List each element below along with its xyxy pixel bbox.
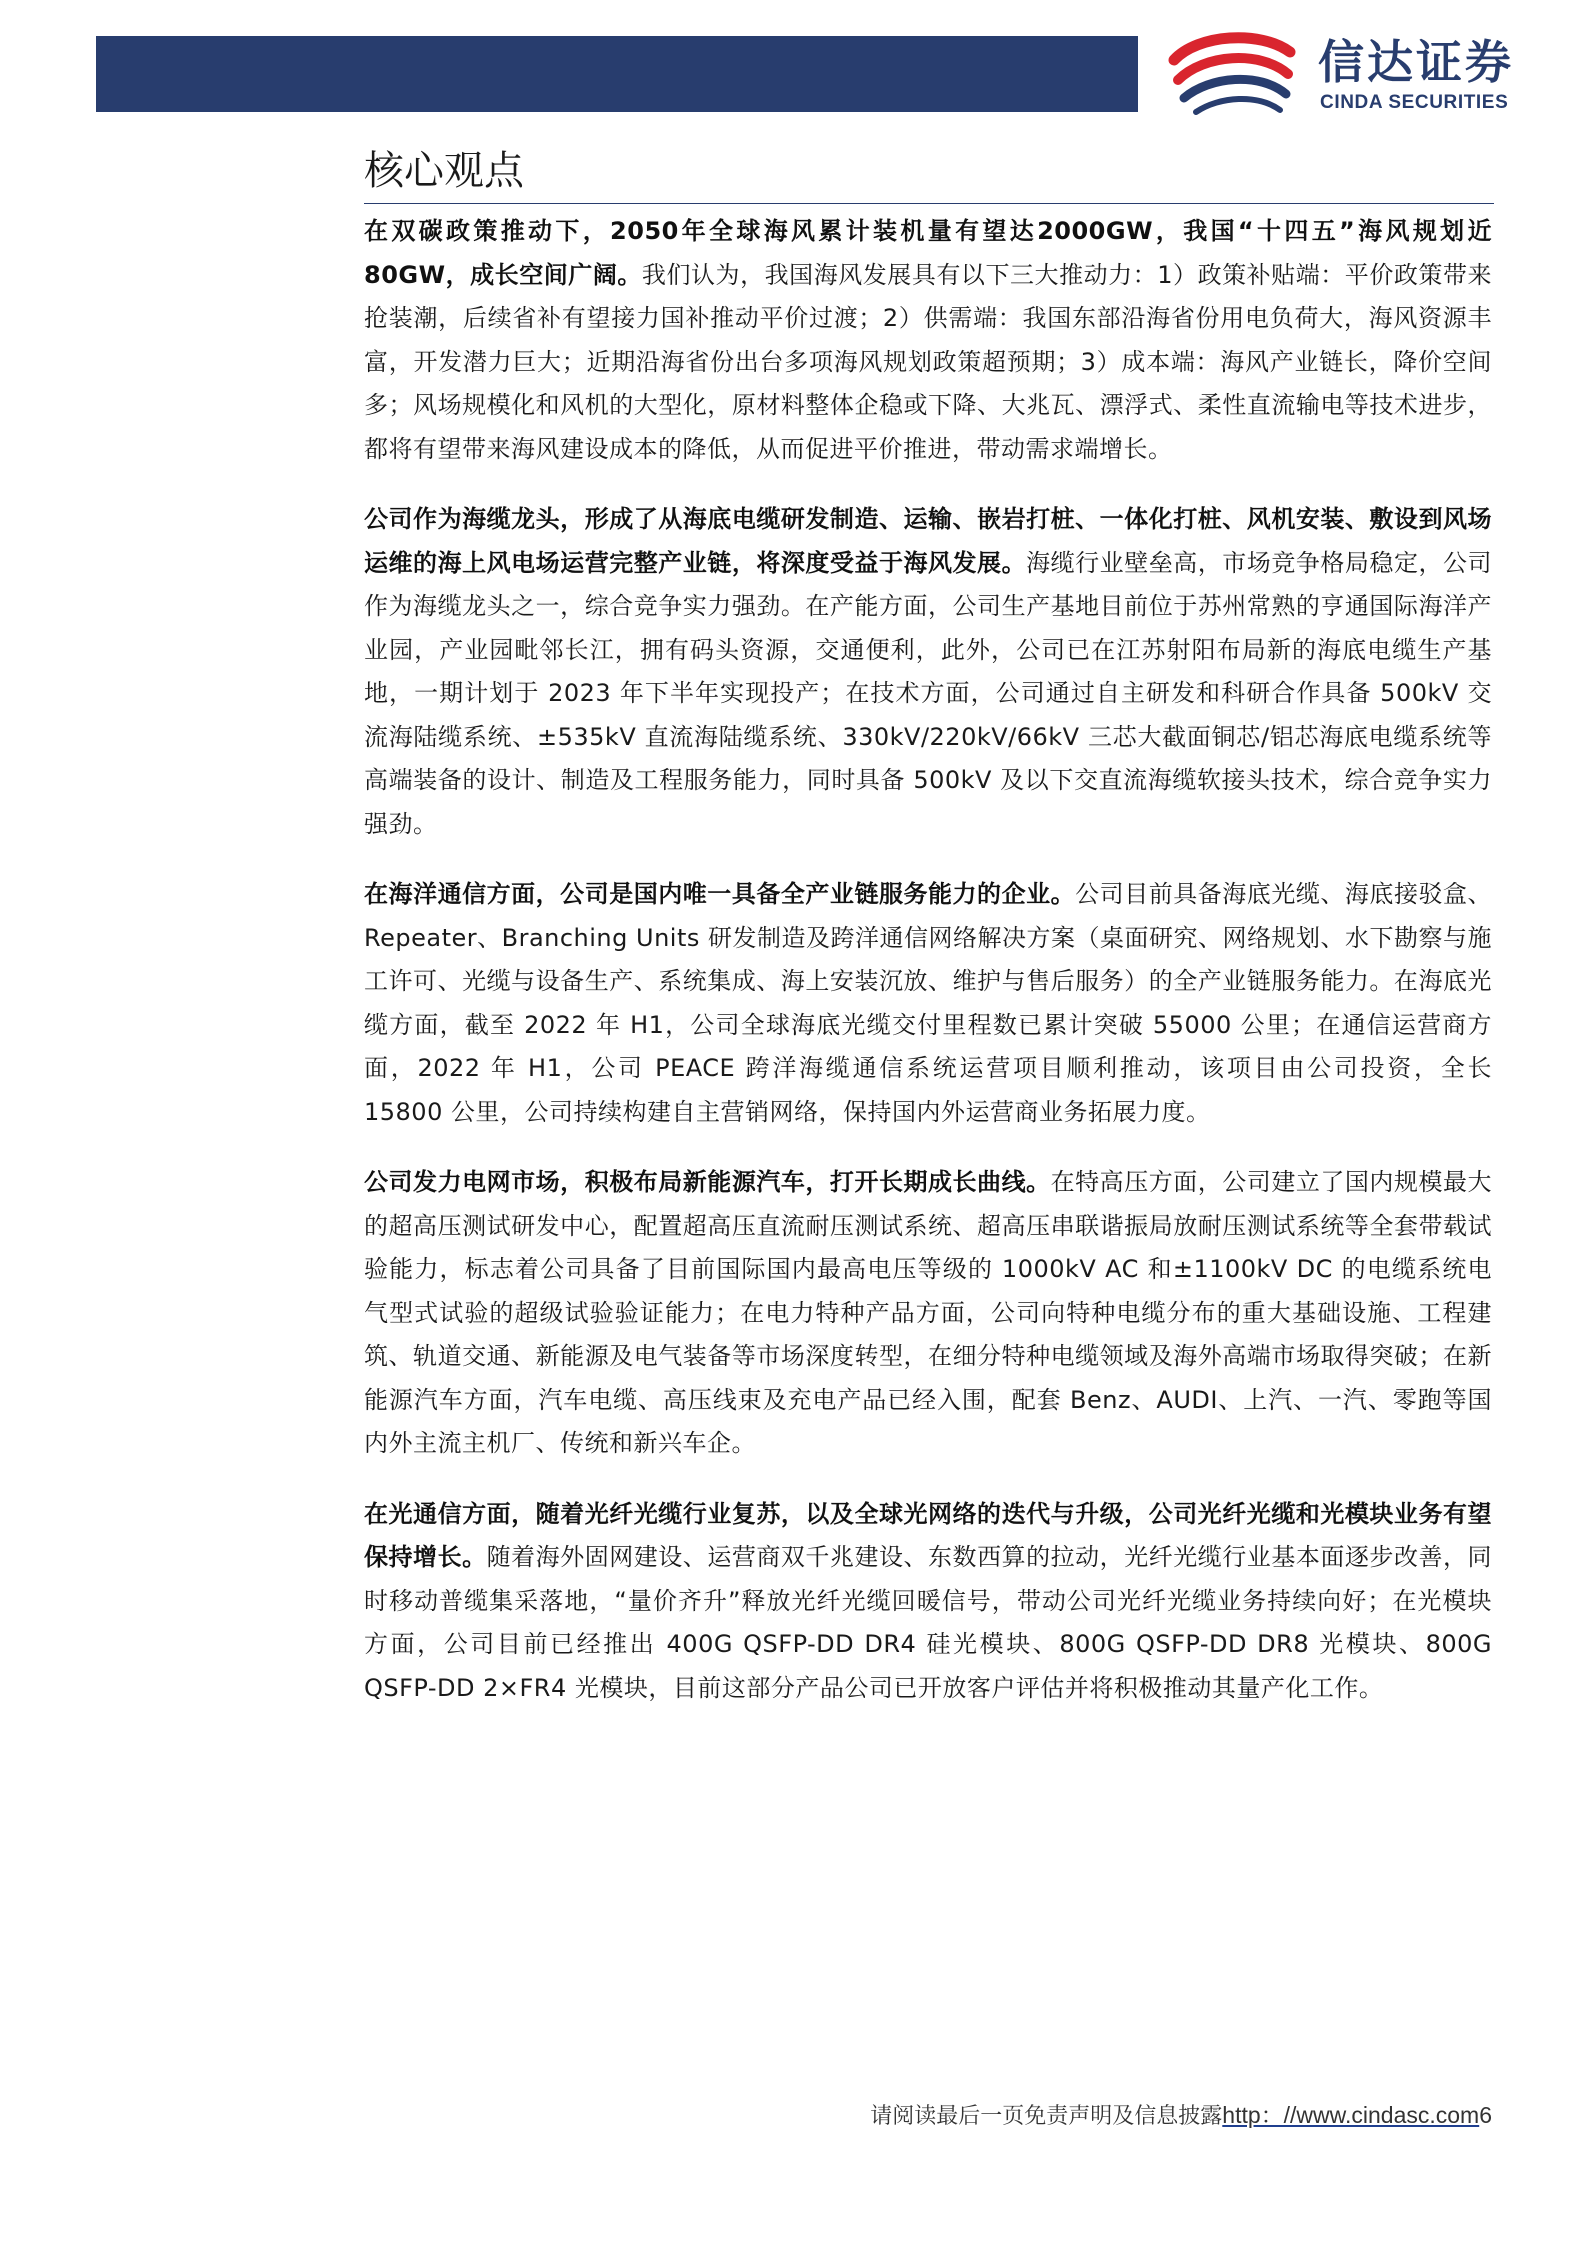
paragraph-body: 海缆行业壁垒高，市场竞争格局稳定，公司作为海缆龙头之一，综合竞争实力强劲。在产能方面，公司生产基地目前位于苏州常熟的亨通国际海洋产业园，产业园毗邻长江，拥有码头资源，交通便利，此外，公司已在江苏射阳布局新的海底电缆生产基地，一期计划于 2023 年下半年实现投产；在技术方面，公司通过自主研发和科研合作具备 500kV 交流海陆缆系统、±535kV 直流海陆缆系统、330kV/220kV/66kV 三芯大截面铜芯/铝芯海底电缆系统等高端装备的设计、制造及工程服务能力，同时具备 500kV 及以下交直流海缆软接头技术，综合竞争实力强劲。: [364, 548, 1493, 838]
title-divider: [364, 203, 1494, 204]
paragraph-power-grid: [364, 1161, 1492, 1466]
paragraph-submarine-cable: [364, 498, 1492, 846]
paragraph-body: 随着海外固网建设、运营商双千兆建设、东数西算的拉动，光纤光缆行业基本面逐步改善，同时移动普缆集采落地，“量价齐升”释放光纤光缆回暖信号，带动公司光纤光缆业务持续向好；在光模块方面，公司目前已经推出 400G QSFP-DD DR4 硅光模块、800G QSFP-DD DR8 光模块、800G QSFP-DD 2×FR4 光模块，目前这部分产品公司已开放客户评估并将积极推动其量产化工作。: [364, 1543, 1493, 1702]
page-number: 6: [1479, 2102, 1492, 2128]
paragraph-lead: 在光通信方面，随着光纤光缆行业复苏，以及全球光网络的迭代与升级，公司光纤光缆和光模块业务有望保持增长。: [364, 1499, 1492, 1571]
company-logo: [1168, 28, 1560, 118]
header-bar: [96, 36, 1138, 112]
page-footer: [870, 2100, 1492, 2132]
cinda-logo-icon: [1168, 30, 1296, 116]
paragraph-lead: 公司发力电网市场，积极布局新能源汽车，打开长期成长曲线。: [364, 1168, 1051, 1196]
paragraph-lead: 在海洋通信方面，公司是国内唯一具备全产业链服务能力的企业。: [364, 880, 1076, 908]
paragraph-body: 我们认为，我国海风发展具有以下三大推动力：1）政策补贴端：平价政策带来抢装潮，后续省补有望接力国补推动平价过渡；2）供需端：我国东部沿海省份用电负荷大，海风资源丰富，开发潜力巨大；近期沿海省份出台多项海风规划政策超预期；3）成本端：海风产业链长，降价空间多；风场规模化和风机的大型化，原材料整体企稳或下降、大兆瓦、漂浮式、柔性直流输电等技术进步，都将有望带来海风建设成本的降低，从而促进平价推进，带动需求端增长。: [364, 260, 1492, 463]
paragraph-lead: 公司作为海缆龙头，形成了从海底电缆研发制造、运输、嵌岩打桩、一体化打桩、风机安装、敷设到风场运维的海上风电场运营完整产业链，将深度受益于海风发展。: [364, 505, 1492, 577]
paragraph-lead: 在双碳政策推动下，2050年全球海风累计装机量有望达2000GW，我国“十四五”海风规划近80GW，成长空间广阔。: [364, 217, 1492, 289]
footer-url-link[interactable]: http：//www.cindasc.com: [1222, 2102, 1480, 2128]
footer-disclaimer: 请阅读最后一页免责声明及信息披露: [870, 2104, 1223, 2129]
paragraph-body: 公司目前具备海底光缆、海底接驳盒、Repeater、Branching Units 研发制造及跨洋通信网络解决方案（桌面研究、网络规划、水下勘察与施工许可、光缆与设备生产、系统集成、海上安装沉放、维护与售后服务）的全产业链服务能力。在海底光缆方面，截至 2022 年 H1，公司全球海底光缆交付里程数已累计突破 55000 公里；在通信运营商方面，2022 年 H1，公司 PEACE 跨洋海缆通信系统运营项目顺利推动，该项目由公司投资，全长 15800 公里，公司持续构建自主营销网络，保持国内外运营商业务拓展力度。: [364, 880, 1493, 1126]
paragraph-marine-communication: [364, 873, 1492, 1134]
paragraph-body: 在特高压方面，公司建立了国内规模最大的超高压测试研发中心，配置超高压直流耐压测试系统、超高压串联谐振局放耐压测试系统等全套带载试验能力，标志着公司具备了目前国际国内最高电压等级的 1000kV AC 和±1100kV DC 的电缆系统电气型式试验的超级试验验证能力；在电力特种产品方面，公司向特种电缆分布的重大基础设施、工程建筑、轨道交通、新能源及电气装备等市场深度转型，在细分特种电缆领域及海外高端市场取得突破；在新能源汽车方面，汽车电缆、高压线束及充电产品已经入围，配套 Benz、AUDI、上汽、一汽、零跑等国内外主流主机厂、传统和新兴车企。: [364, 1168, 1493, 1457]
core-viewpoints: [364, 210, 1492, 1737]
paragraph-offshore-wind: [364, 210, 1492, 471]
section-title: 核心观点: [364, 148, 524, 194]
logo-name-cn: 信达证券: [1318, 35, 1514, 89]
logo-name-en: CINDA SECURITIES: [1320, 92, 1509, 113]
paragraph-optical-communication: [364, 1493, 1492, 1711]
